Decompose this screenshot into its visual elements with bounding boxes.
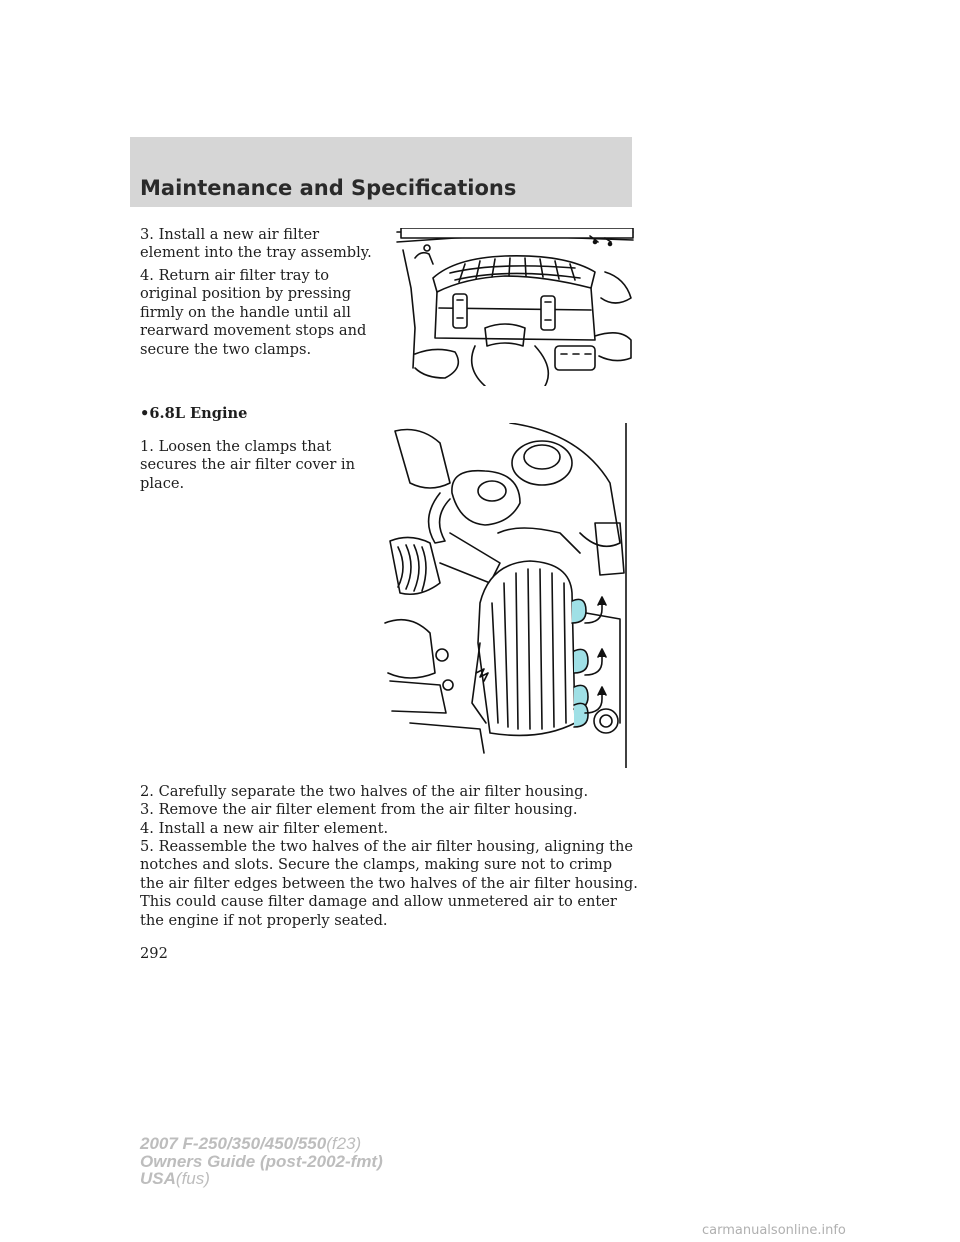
footer-line-model [140,1135,383,1153]
step-4-install-element: 4. Install a new air filter element. [140,820,389,837]
footer-line-region [140,1170,383,1188]
footer-model: 2007 F-250/350/450/550 [140,1134,327,1153]
footer-guide: Owners Guide (post-2002-fmt) [140,1151,383,1171]
step-3-remove-element: 3. Remove the air filter element from the air filter housing. [140,801,578,818]
page-number: 292 [140,945,168,962]
footer-model-code: (f23) [326,1134,362,1153]
engine-heading-text: 6.8L Engine [149,405,248,422]
footer-line-guide [140,1153,383,1171]
footer-region: USA [140,1169,176,1189]
bullet: • [140,405,150,422]
step-3-tray-install: 3. Install a new air filter element into the tray assembly. [140,226,372,262]
footer-region-code: (fus) [175,1169,210,1189]
air-filter-housing-6-8l-illustration [380,423,635,768]
watermark: carmanualsonline.info [702,1223,846,1238]
air-filter-tray-illustration [395,228,635,386]
step-4-return-tray: 4. Return air filter tray to original position by pressing firmly on the handle until all rearward movement stops and secure the two clamps. [140,267,367,358]
document-footer [140,1135,383,1188]
step-5-reassemble: 5. Reassemble the two halves of the air filter housing, aligning the notches and slots. Secure the clamps, making sure not to crimp the air filter edges between the two halves of the air filter housing. This could cause filter damage and allow unmetered air to enter the engine if not properly seated. [140,838,638,929]
step-2-separate-halves: 2. Carefully separate the two halves of the air filter housing. [140,783,589,800]
section-title: Maintenance and Specifications [140,176,517,200]
engine-6-8l-heading [140,405,247,422]
step-1-loosen-clamps: 1. Loosen the clamps that secures the air filter cover in place. [140,438,356,492]
